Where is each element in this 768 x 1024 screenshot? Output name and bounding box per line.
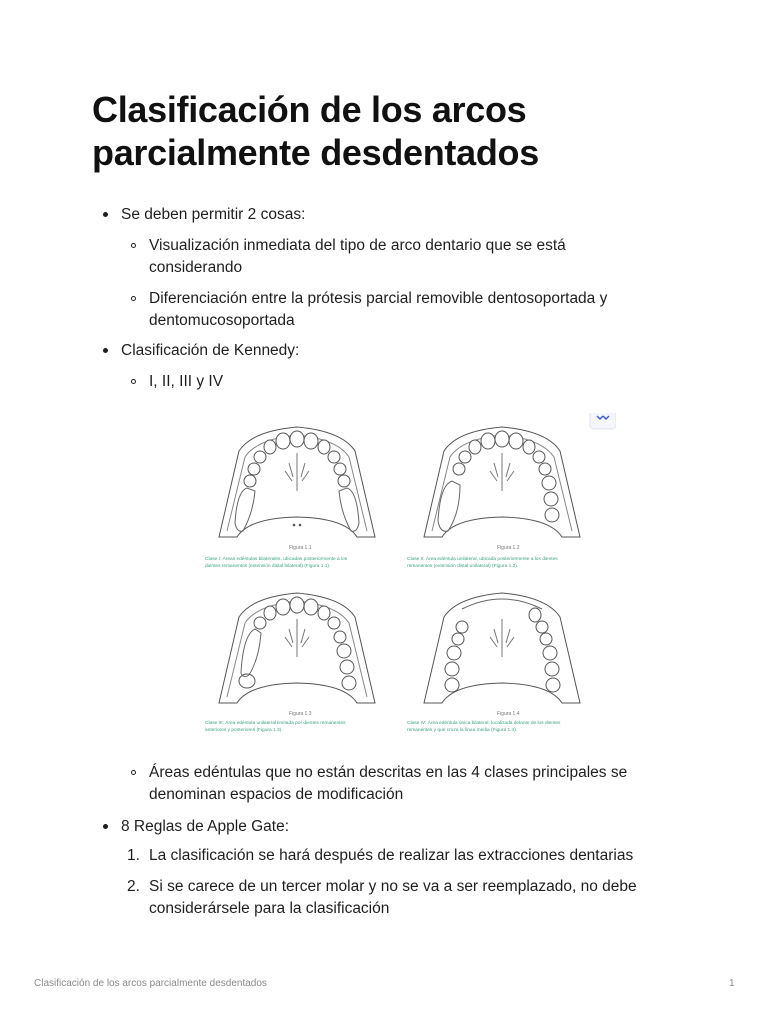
figure-label: Figura 1.4 [497,711,520,717]
figure-label: Figura 1.2 [497,545,520,551]
figure-caption: dientes remanentes (extensión distal bilateral) (Figura 1.1). [205,564,331,569]
list-number: 2. [127,878,140,895]
figure-caption: Clase III: Área edéntula unilateral limitada por dientes remanentes [205,721,346,726]
list-item-continuation: denominan espacios de modificación [149,786,404,803]
figure-caption: Clase II: Área edéntula unilateral, ubicada posteriormente a los dientes [407,557,558,562]
page-number: 1 [729,978,735,989]
figure-caption: Clase I: Áreas edéntulas bilaterales, ubicadas posteriormente a los [205,557,348,562]
list-item: I, II, III y IV [149,373,224,390]
figure-caption: remanentes (extensión distal unilateral) (Figura 1.2). [407,564,519,569]
bullet-disc [103,212,108,217]
list-item: Clasificación de Kennedy: [121,342,300,359]
list-item-continuation: considerando [149,259,243,276]
figure-label: Figura 1.1 [289,545,312,551]
page-title: Clasificación de los arcos parcialmente desdentados [92,89,539,173]
arch-class-i-drawing [219,427,375,537]
footer-title: Clasificación de los arcos parcialmente desdentados [34,978,267,989]
figure-caption: anteriores y posteriores (Figura 1.3). [205,728,283,733]
figure-caption: remanentes y que cruza la línea media (Figura 1.4). [407,728,518,733]
list-item-continuation: dentomucosoportada [149,312,295,329]
list-item-continuation: considerársele para la clasificación [149,900,390,917]
bullet-disc [103,348,108,353]
bullet-circle [131,770,136,775]
list-item: Se deben permitir 2 cosas: [121,206,306,223]
list-item: La clasificación se hará después de realizar las extracciones dentarias [149,847,634,864]
kennedy-classification-figure [197,413,616,740]
bullet-disc [103,824,108,829]
arch-class-iv-drawing [424,593,580,703]
image-tool-icon [590,413,616,429]
bullet-circle [131,243,136,248]
list-item: Si se carece de un tercer molar y no se va a ser reemplazado, no debe [149,878,637,895]
list-item: Diferenciación entre la prótesis parcial removible dentosoportada y [149,290,608,307]
arch-class-ii-drawing [424,427,580,537]
list-number: 1. [127,847,140,864]
bullet-circle [131,379,136,384]
figure-caption: Clase IV: Área edéntula única bilateral, localizada delante de los dientes [407,721,561,726]
arch-class-iii-drawing [219,593,375,703]
list-item: Visualización inmediata del tipo de arco dentario que se está [149,237,566,254]
list-item: Áreas edéntulas que no están descritas en las 4 clases principales se [149,764,628,781]
figure-label: Figura 1.3 [289,711,312,717]
bullet-circle [131,296,136,301]
list-item: 8 Reglas de Apple Gate: [121,818,290,835]
